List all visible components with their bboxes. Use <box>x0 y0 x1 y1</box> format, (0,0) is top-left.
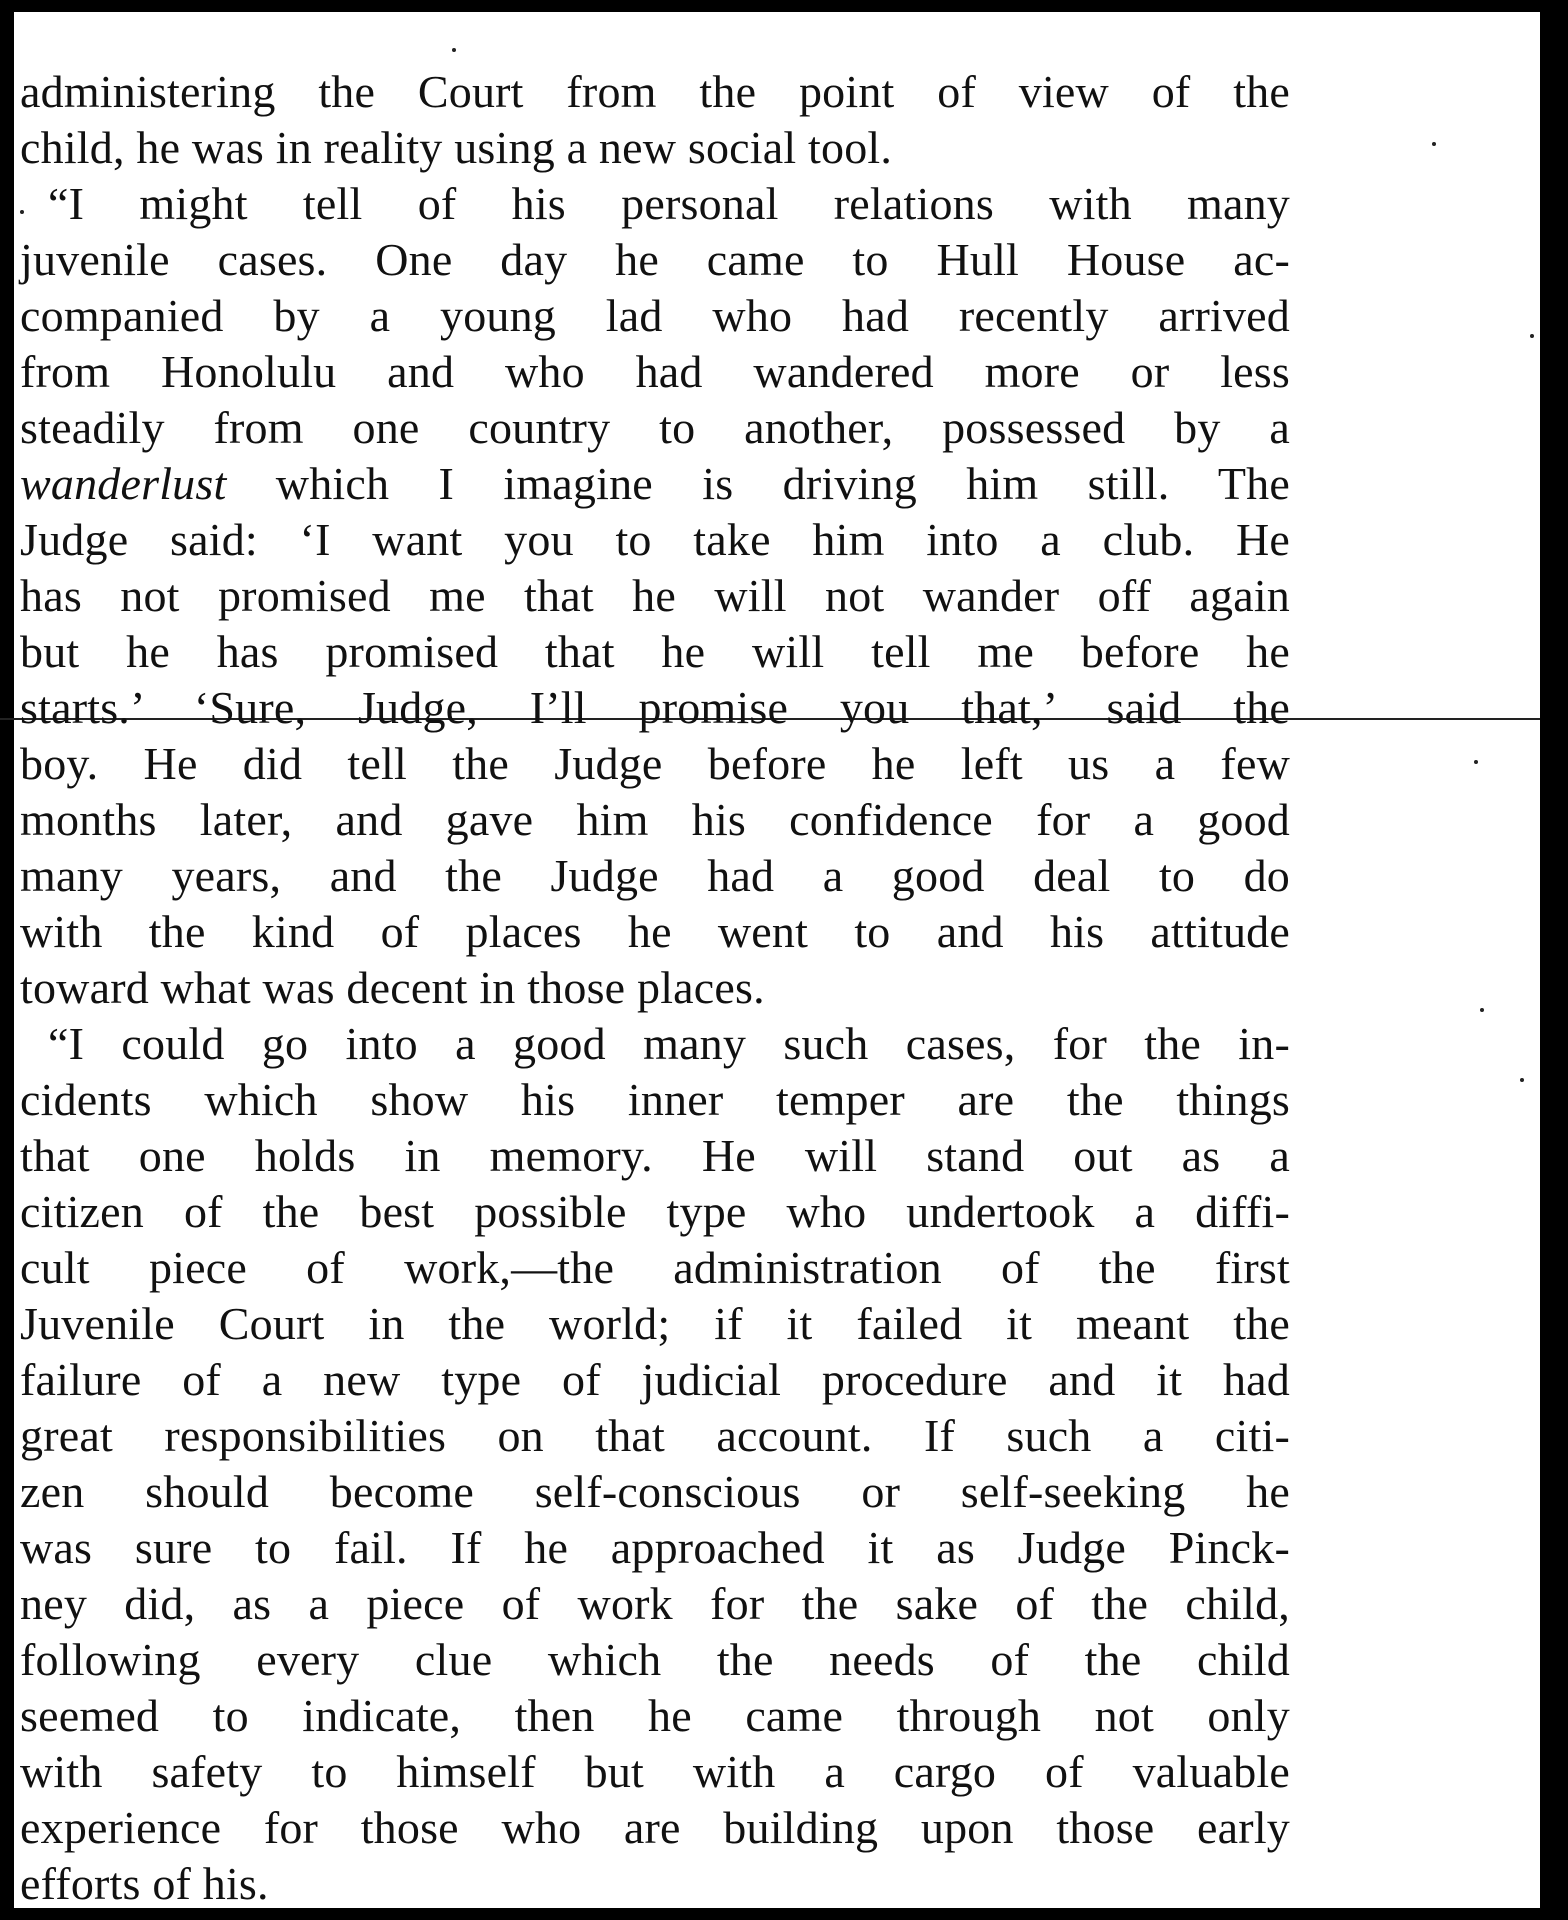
scan-speck <box>452 48 456 52</box>
text-line: with safety to himself but with a cargo of valuable <box>20 1746 1290 1797</box>
text-line: Juvenile Court in the world; if it failed it meant the <box>20 1298 1290 1349</box>
text-line: zen should become self-conscious or self-seeking he <box>20 1466 1290 1517</box>
text-line: efforts of his. <box>20 1858 269 1909</box>
scan-border-left <box>0 0 14 1920</box>
text-line: with the kind of places he went to and his attitude <box>20 906 1290 957</box>
text-line: that one holds in memory. He will stand out as a <box>20 1130 1290 1181</box>
text-line: Judge said: ‘I want you to take him into a club. He <box>20 514 1290 565</box>
text-line: steadily from one country to another, possessed by a <box>20 402 1290 453</box>
text-line: experience for those who are building upon those early <box>20 1802 1290 1853</box>
text-line: but he has promised that he will tell me before he <box>20 626 1290 677</box>
text-line: toward what was decent in those places. <box>20 962 765 1013</box>
text-line: boy. He did tell the Judge before he left us a few <box>20 738 1290 789</box>
text-line: starts.’ ‘Sure, Judge, I’ll promise you that,’ said the <box>20 682 1290 733</box>
text-line: cult piece of work,—the administration of the first <box>20 1242 1290 1293</box>
text-line: has not promised me that he will not wander off again <box>20 570 1290 621</box>
article-text <box>20 64 1290 1912</box>
text-line: failure of a new type of judicial procedure and it had <box>20 1354 1290 1405</box>
scan-speck <box>1480 1008 1484 1012</box>
text-line: companied by a young lad who had recently arrived <box>20 290 1290 341</box>
scan-border-top <box>0 0 1568 12</box>
italic-word: wanderlust <box>20 458 227 509</box>
text-line: many years, and the Judge had a good deal to do <box>20 850 1290 901</box>
scan-speck <box>1432 142 1436 146</box>
scan-speck <box>1520 1078 1524 1082</box>
scan-speck <box>1474 760 1478 764</box>
text-line: child, he was in reality using a new social tool. <box>20 122 893 173</box>
scan-border-right <box>1540 0 1568 1920</box>
text-line: citizen of the best possible type who undertook a diffi- <box>20 1186 1290 1237</box>
text-line: wanderlust which I imagine is driving him still. The <box>20 458 1290 509</box>
text-line: administering the Court from the point of view of the <box>20 66 1290 117</box>
text-line: “I might tell of his personal relations with many <box>48 178 1290 229</box>
text-line: following every clue which the needs of the child <box>20 1634 1290 1685</box>
text-line: juvenile cases. One day he came to Hull House ac- <box>20 234 1290 285</box>
text-line: great responsibilities on that account. If such a citi- <box>20 1410 1290 1461</box>
text-line: from Honolulu and who had wandered more or less <box>20 346 1290 397</box>
text-line: cidents which show his inner temper are the things <box>20 1074 1290 1125</box>
text-line: “I could go into a good many such cases, for the in- <box>48 1018 1290 1069</box>
text-line: ney did, as a piece of work for the sake of the child, <box>20 1578 1290 1629</box>
text-line: was sure to fail. If he approached it as Judge Pinck- <box>20 1522 1290 1573</box>
scan-speck <box>1530 334 1534 338</box>
text-line: months later, and gave him his confidence for a good <box>20 794 1290 845</box>
text-line: seemed to indicate, then he came through not only <box>20 1690 1290 1741</box>
